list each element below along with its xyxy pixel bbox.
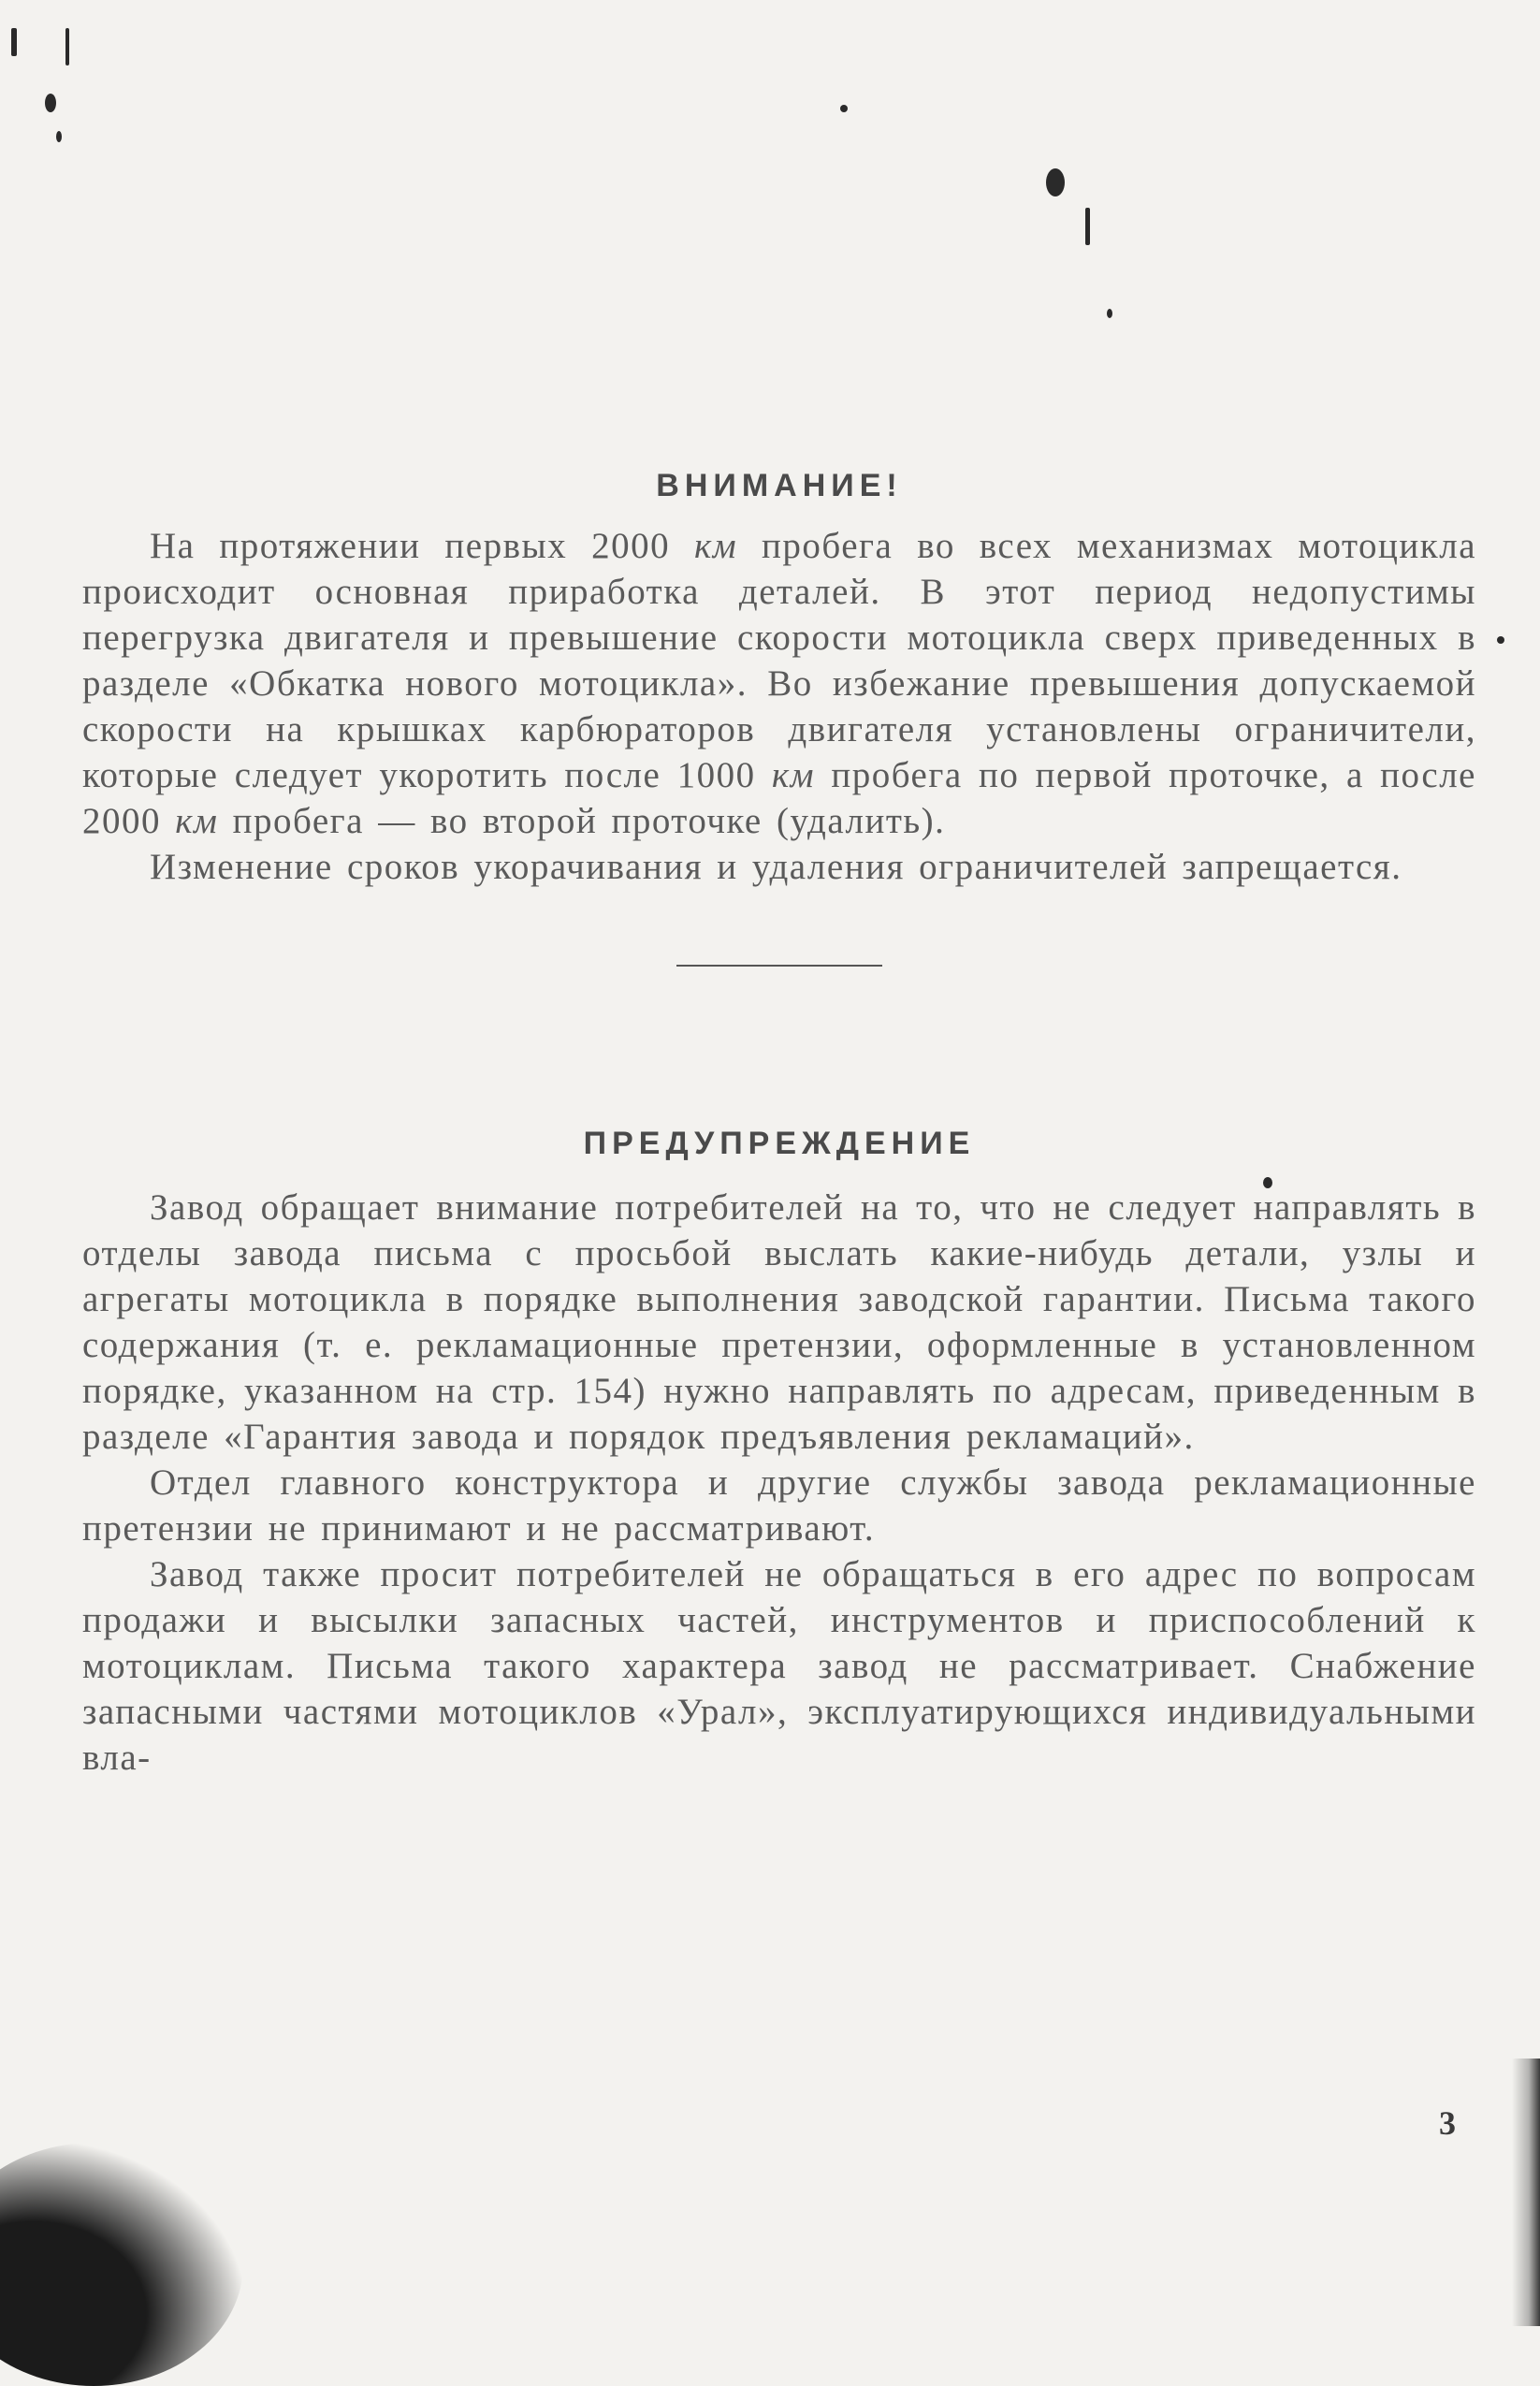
- scan-speck: [1085, 208, 1090, 245]
- scan-edge-shadow: [1512, 2059, 1540, 2326]
- attention-paragraph-2: Изменение сроков укорачивания и удаления ограничителей запрещается.: [150, 847, 1402, 887]
- unit-km: км: [693, 526, 738, 566]
- warning-paragraph-2: Отдел главного конструктора и другие службы завода рекламационные претензии не принимают и не рассматривают.: [82, 1462, 1476, 1549]
- text-run: На протяжении первых 2000: [150, 526, 694, 566]
- warning-paragraph-1: Завод обращает внимание потребителей на то, что не следует направлять в отделы завода письма с просьбой выслать какие-нибудь детали, узлы и агрегаты мотоцикла в порядке выполнения заводской гарантии. Письма такого содержания (т. е. рекламационные претензии, оформленные в установленном порядке, указанном на стр. 154) нужно направлять по адресам, приведенным в разделе «Гарантия завода и порядок предъявления рекламаций».: [82, 1187, 1476, 1457]
- scan-speck: [840, 105, 848, 112]
- attention-heading: ВНИМАНИЕ!: [656, 468, 903, 503]
- section-divider: [676, 965, 882, 967]
- scan-speck: [65, 28, 69, 65]
- page-content: [82, 468, 1476, 1781]
- warning-paragraph-3: Завод также просит потребителей не обращаться в его адрес по вопросам продажи и высылки запасных частей, инструментов и приспособлений к мотоциклам. Письма такого характера завод не рассматривает. Снабжение запасными частями мотоциклов «Урал», эксплуатирующихся индивидуальными вла-: [82, 1554, 1476, 1778]
- text-run: пробега — во второй проточке (удалить).: [218, 801, 946, 841]
- scan-speck: [1107, 309, 1112, 318]
- attention-paragraph-1: [82, 523, 1476, 844]
- page-number: 3: [1439, 2104, 1456, 2142]
- text-run: пробега во всех механизмах мотоцикла происходит основная приработка деталей. В этот период недопустимы перегрузка двигателя и превышение скорости мотоцикла сверх приведенных в разделе «Обкатка нового мотоцикла». Во избежание превышения допускаемой скорости на крышках карбюраторов двигателя установлены ограничители, которые следует укоротить после 1000: [82, 526, 1477, 795]
- unit-km: км: [175, 801, 219, 841]
- scan-speck: [11, 28, 17, 56]
- attention-section: [82, 468, 1476, 890]
- text-run: пробега по первой проточке, а после 2000: [82, 755, 1476, 841]
- scan-speck: [1497, 636, 1504, 644]
- scan-speck: [56, 131, 62, 142]
- scan-speck: [1046, 168, 1065, 196]
- warning-heading: ПРЕДУПРЕЖДЕНИЕ: [583, 1126, 976, 1161]
- scan-speck: [45, 94, 56, 112]
- warning-section: [82, 1126, 1476, 1781]
- unit-km: км: [771, 755, 816, 795]
- scan-damage-blot: [0, 2143, 243, 2386]
